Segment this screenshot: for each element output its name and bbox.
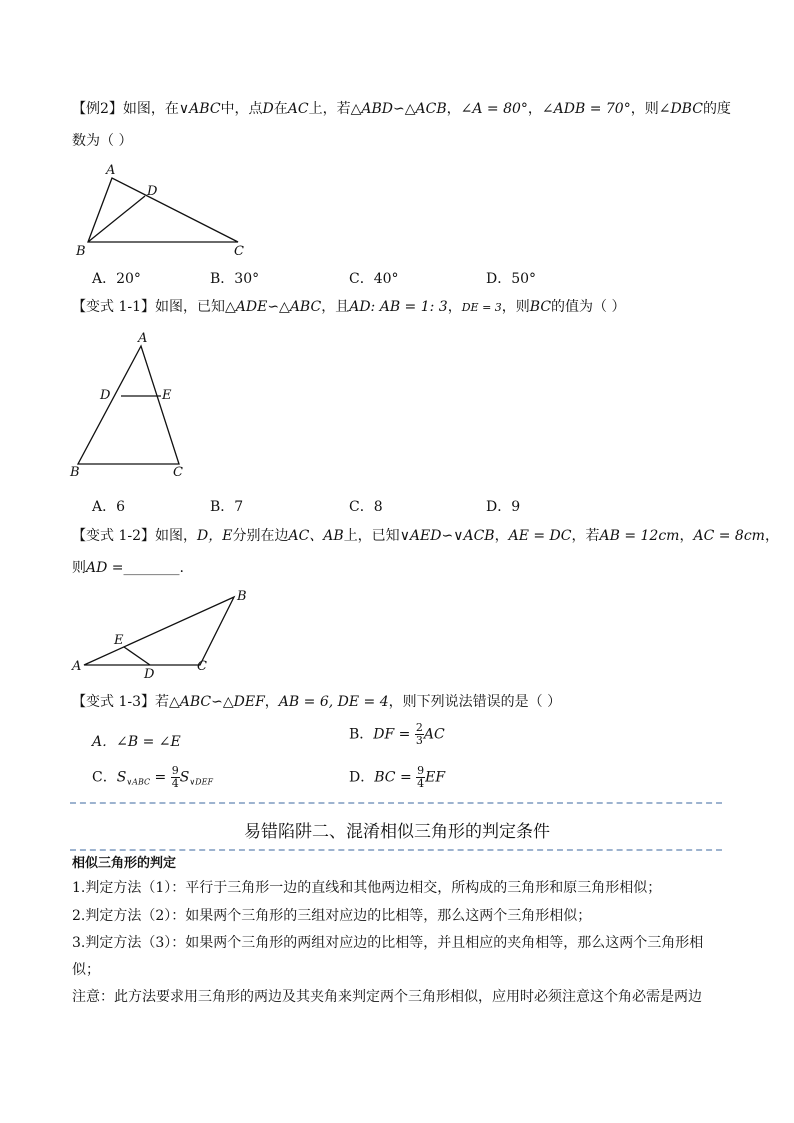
variant12-label-d: D [144,667,155,680]
variant11-tag: 【变式 1-1】 [72,299,155,315]
variant11-option-a[interactable]: A．6 [92,499,126,515]
fraction: $\frac{9}{4}$ [171,764,179,790]
example2-option-a[interactable]: A．20° [92,271,141,287]
section-title: 易错陷阱二、混淆相似三角形的判定条件 [244,822,550,842]
section-paragraph-2: 2.判定方法（2）：如果两个三角形的三组对应边的比相等，那么这两个三角形相似； [72,908,592,924]
variant11-option-d[interactable]: D．9 [486,499,521,515]
variant13-option-a[interactable]: A．∠B = ∠E [92,734,181,750]
variant12-line2: 则AD =________. [72,560,184,576]
example2-tag: 【例2】 [72,101,123,117]
variant11-label-c: C [173,465,183,480]
variant13-option-c[interactable]: C．$S_{\vee ABC}$ = $\frac{9}{4}$ $S_{\vee DEF}$ [92,764,213,790]
variant11-option-c[interactable]: C．8 [349,499,383,515]
section-paragraph-3a: 3.判定方法（3）：如果两个三角形的两组对应边的比相等，并且相应的夹角相等，那么这两个三角形相 [72,935,704,951]
variant12-label-e: E [114,633,124,648]
variant11-option-b[interactable]: B．7 [210,499,244,515]
example2-option-b[interactable]: B．30° [210,271,260,287]
variant12-line1: 【变式 1-2】如图，D，E分别在边AC、AB上，已知∨AED∽∨ACB，AE = DC，若AB = 12cm，AC = 8cm， [72,528,779,544]
variant11-line1: 【变式 1-1】如图，已知△ADE∽△ABC，且AD: AB = 1: 3，DE = 3，则BC的值为（ ） [72,299,626,315]
section-subheading: 相似三角形的判定 [72,856,177,871]
example2-figure [70,158,280,263]
section-divider-top [70,802,722,804]
fraction: $\frac{9}{4}$ [417,764,425,790]
variant12-label-a: A [72,659,82,674]
example2-label-c: C [234,244,244,259]
variant11-label-e: E [162,388,172,403]
variant13-option-b[interactable]: B．DF = $\frac{2}{3}$ AC [349,721,445,747]
variant11-label-b: B [70,465,80,480]
variant12-label-c: C [197,659,207,674]
variant11-figure [66,328,196,483]
example2-label-a: A [106,163,116,178]
section-divider-bottom [70,849,722,851]
example2-line2: 数为（ ） [72,133,133,149]
fraction: $\frac{2}{3}$ [415,721,423,747]
variant12-figure [66,585,266,680]
example2-option-c[interactable]: C．40° [349,271,399,287]
variant13-tag: 【变式 1-3】 [72,694,155,710]
variant13-line1: 【变式 1-3】若△ABC∽△DEF，AB = 6, DE = 4，则下列说法错误的是（ ） [72,694,562,710]
example2-option-d[interactable]: D．50° [486,271,537,287]
section-paragraph-3b: 似； [72,962,100,978]
variant11-label-a: A [138,331,148,346]
section-note: 注意：此方法要求用三角形的两边及其夹角来判定两个三角形相似，应用时必须注意这个角必需是两边 [72,989,702,1005]
answer-blank[interactable]: ________ [123,560,180,576]
variant13-option-d[interactable]: D．BC = $\frac{9}{4}$ EF [349,764,446,790]
section-paragraph-1: 1.判定方法（1）：平行于三角形一边的直线和其他两边相交，所构成的三角形和原三角形相似； [72,880,662,896]
variant11-label-d: D [100,388,111,403]
variant12-tag: 【变式 1-2】 [72,528,155,544]
example2-label-d: D [147,184,158,199]
example2-line1: 【例2】如图，在∨ABC中，点D在AC上，若△ABD∽△ACB，∠A = 80°，∠ADB = 70°，则∠DBC的度 [72,101,731,117]
example2-label-b: B [76,244,86,259]
variant12-label-b: B [237,589,247,604]
